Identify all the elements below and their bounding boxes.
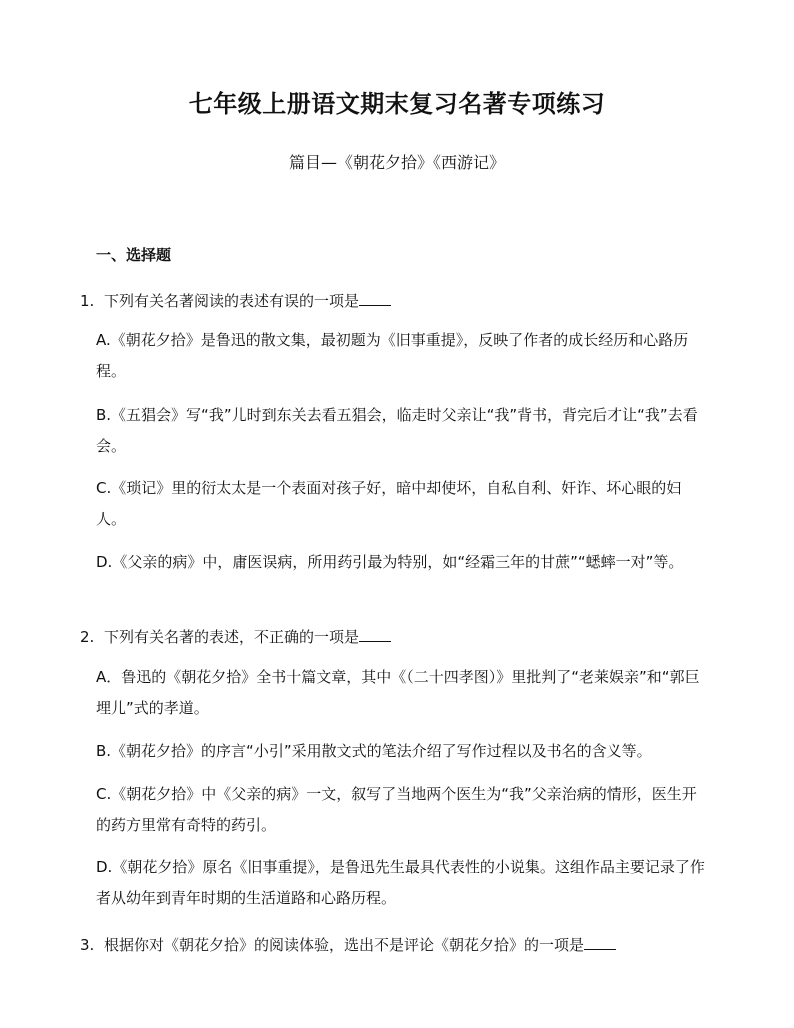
answer-blank (359, 627, 391, 642)
question-number: 1. (80, 292, 95, 310)
page-title: 七年级上册语文期末复习名著专项练习 (188, 90, 606, 118)
option-1d: D.《父亲的病》中，庸医误病，所用药引最为特别，如“经霜三年的甘蔗”“蟋蟀一对”等。 (96, 553, 684, 571)
option-2a: A．鲁迅的《朝花夕拾》全书十篇文章，其中《（二十四孝图）》里批判了“老莱娱亲”和“郭巨埋儿”式的孝道。 (96, 668, 700, 717)
question-stem: 根据你对《朝花夕拾》的阅读体验，选出不是评论《朝花夕拾》的一项是 (104, 936, 585, 954)
question-number: 3. (80, 936, 95, 954)
option-2b: B.《朝花夕拾》的序言“小引”采用散文式的笔法介绍了写作过程以及书名的含义等。 (96, 742, 652, 760)
option-2d: D.《朝花夕拾》原名《旧事重提》，是鲁迅先生最具代表性的小说集。这组作品主要记录了作者从幼年到青年时期的生活道路和心路历程。 (96, 858, 705, 907)
question-3 (80, 934, 616, 955)
question-2 (80, 626, 391, 647)
option-2c: C.《朝花夕拾》中《父亲的病》一文，叙写了当地两个医生为“我”父亲治病的情形，医生开的药方里常有奇特的药引。 (96, 785, 697, 834)
section-heading: 一、选择题 (96, 246, 172, 264)
question-1 (80, 290, 391, 311)
option-1c: C.《琐记》里的衍太太是一个表面对孩子好，暗中却使坏，自私自利、奸诈、坏心眼的妇人。 (96, 479, 682, 528)
question-stem: 下列有关名著的表述，不正确的一项是 (104, 628, 360, 646)
option-1a: A.《朝花夕拾》是鲁迅的散文集，最初题为《旧事重提》，反映了作者的成长经历和心路历程。 (96, 331, 689, 380)
option-1b: B.《五猖会》写“我”儿时到东关去看五猖会，临走时父亲让“我”背书，背完后才让“我”去看会。 (96, 406, 698, 455)
answer-blank (359, 291, 391, 306)
question-number: 2. (80, 628, 95, 646)
answer-blank (584, 935, 616, 950)
page-subtitle: 篇目—《朝花夕拾》《西游记》 (288, 153, 505, 172)
question-stem: 下列有关名著阅读的表述有误的一项是 (104, 292, 360, 310)
